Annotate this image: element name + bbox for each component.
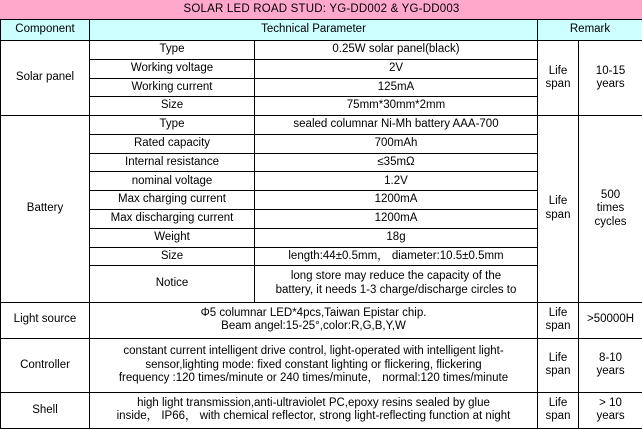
header-row	[1, 20, 642, 41]
table-row	[1, 302, 642, 338]
table-row	[1, 41, 642, 60]
notice-line1: long store may reduce the capacity of the	[290, 270, 502, 283]
param-name: Type	[90, 41, 255, 60]
shell-description	[90, 392, 538, 428]
remark-lifespan-line2: span	[545, 78, 571, 91]
param-name: Internal resistance	[90, 153, 255, 172]
remark-value-line3: cycles	[594, 215, 627, 228]
param-value-notice	[255, 266, 538, 302]
param-value: 125mA	[255, 78, 538, 97]
notice-line2: battery, it needs 1-3 charge/discharge circles to	[275, 284, 517, 296]
title-row	[1, 1, 642, 20]
remark-value: >50000H	[579, 302, 642, 338]
light-source-description	[90, 302, 538, 338]
component-solar-panel: Solar panel	[1, 41, 90, 116]
remark-lifespan	[538, 302, 579, 338]
table-row	[1, 116, 642, 135]
header-remark: Remark	[538, 20, 642, 41]
component-light-source: Light source	[1, 302, 90, 338]
param-value: 0.25W solar panel(black)	[255, 41, 538, 60]
light-source-line1: Φ5 columnar LED*4pcs,Taiwan Epistar chip.	[200, 306, 427, 319]
remark-value	[579, 338, 642, 392]
remark-lifespan-line2: span	[545, 320, 571, 333]
remark-lifespan-line1: Life	[548, 396, 568, 409]
param-value: ≤35mΩ	[255, 153, 538, 172]
remark-value-line1: 8-10	[599, 351, 623, 364]
remark-lifespan-line1: Life	[548, 64, 568, 77]
param-name: Type	[90, 116, 255, 135]
param-name: Max discharging current	[90, 210, 255, 229]
param-value: 75mm*30mm*2mm	[255, 97, 538, 116]
remark-value-line1: 500	[600, 188, 621, 201]
controller-line3: frequency :120 times/minute or 240 times/minute， normal:120 times/minute	[118, 372, 509, 385]
remark-lifespan-line2: span	[545, 410, 571, 423]
table-row	[1, 392, 642, 428]
remark-value	[579, 392, 642, 428]
param-name: Weight	[90, 228, 255, 247]
table-row	[1, 338, 642, 392]
param-value: sealed columnar Ni-Mh battery AAA-700	[255, 116, 538, 135]
remark-lifespan	[538, 41, 579, 116]
param-name: Working current	[90, 78, 255, 97]
param-value: 1200mA	[255, 191, 538, 210]
param-name-notice: Notice	[90, 266, 255, 302]
header-technical-parameter: Technical Parameter	[90, 20, 538, 41]
remark-lifespan	[538, 338, 579, 392]
param-value: 1.2V	[255, 172, 538, 191]
controller-description	[90, 338, 538, 392]
light-source-line2: Beam angel:15-25°,color:R,G,B,Y,W	[221, 320, 406, 333]
remark-value-line2: times	[596, 202, 625, 215]
remark-value-line2: years	[596, 365, 625, 378]
remark-value-line2: years	[596, 410, 625, 423]
param-value: 700mAh	[255, 134, 538, 153]
remark-value	[579, 41, 642, 116]
controller-line1: constant current intelligent drive control, light-operated with intelligent light-	[123, 344, 504, 357]
header-component: Component	[1, 20, 90, 41]
controller-line2: sensor,lighting mode: fixed constant lighting or flickering, flickering	[145, 358, 482, 371]
remark-lifespan-line1: Life	[548, 351, 568, 364]
page-title: SOLAR LED ROAD STUD: YG-DD002 & YG-DD003	[1, 1, 642, 20]
remark-value	[579, 116, 642, 303]
remark-lifespan	[538, 392, 579, 428]
param-name: Max charging current	[90, 191, 255, 210]
param-value: 1200mA	[255, 210, 538, 229]
param-name: Size	[90, 247, 255, 266]
shell-line1: high light transmission,anti-ultraviolet PC,epoxy resins sealed by glue	[137, 396, 490, 409]
remark-value-line1: > 10	[599, 396, 622, 409]
param-name: Working voltage	[90, 59, 255, 78]
param-value: 2V	[255, 59, 538, 78]
remark-lifespan-line2: span	[545, 365, 571, 378]
component-battery: Battery	[1, 116, 90, 303]
component-shell: Shell	[1, 392, 90, 428]
remark-lifespan-line1: Life	[548, 306, 568, 319]
param-name: nominal voltage	[90, 172, 255, 191]
param-value: 18g	[255, 228, 538, 247]
remark-lifespan	[538, 116, 579, 303]
param-value: length:44±0.5mm， diameter:10.5±0.5mm	[255, 247, 538, 266]
shell-line2: inside， IP66， with chemical reflector, strong light-reflecting function at night	[116, 410, 511, 423]
component-controller: Controller	[1, 338, 90, 392]
param-name: Size	[90, 97, 255, 116]
remark-lifespan-line2: span	[545, 208, 571, 221]
param-name: Rated capacity	[90, 134, 255, 153]
remark-value-line1: 10-15	[595, 64, 626, 77]
remark-value-line2: years	[596, 78, 625, 91]
remark-lifespan-line1: Life	[548, 195, 568, 208]
